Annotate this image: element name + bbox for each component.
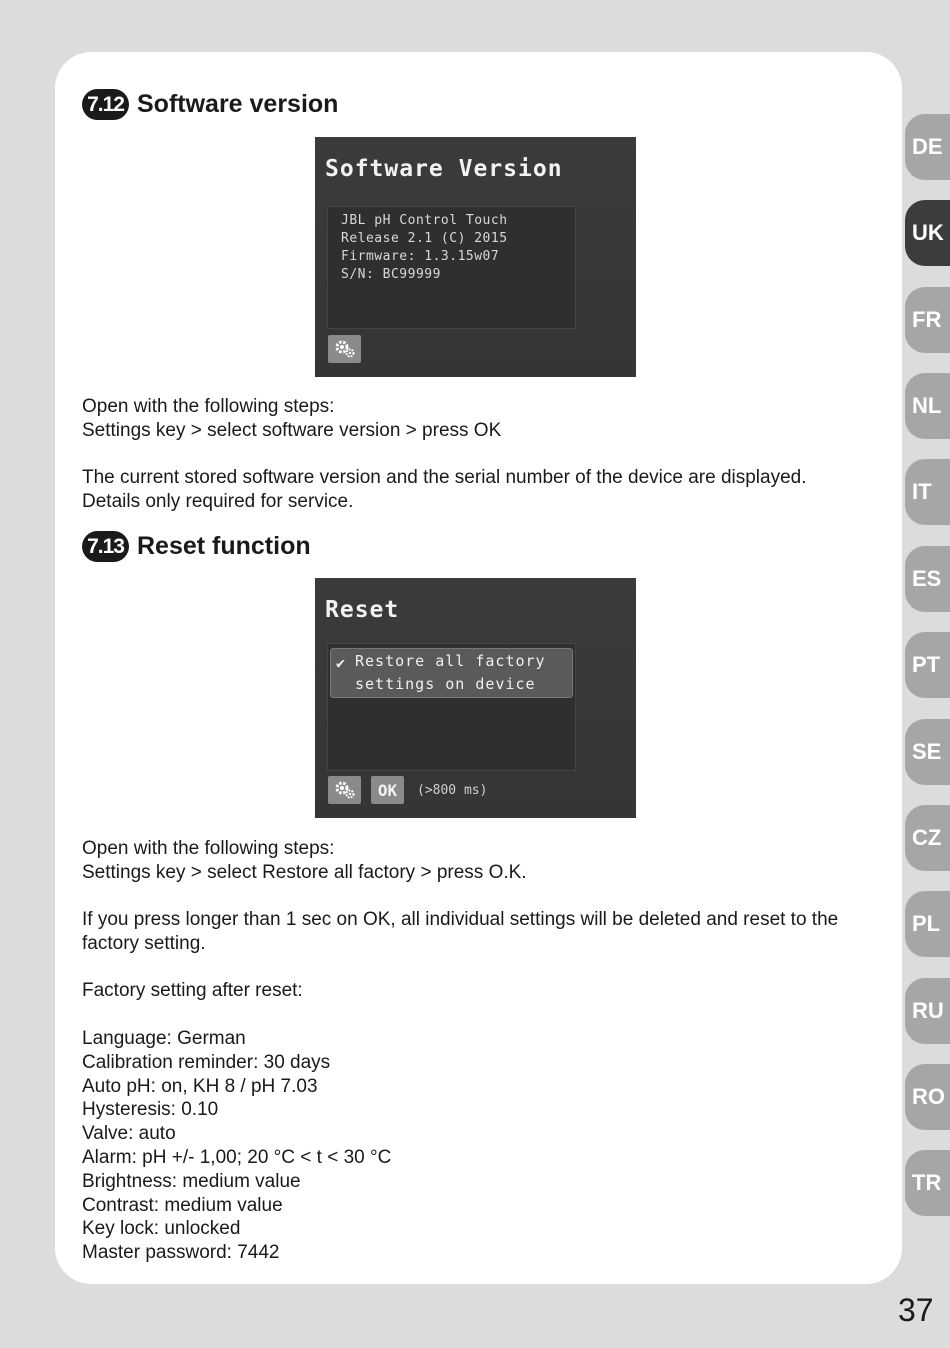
- section-heading-software-version: [82, 89, 338, 120]
- factory-setting-item: Master password: 7442: [82, 1242, 280, 1263]
- info-line-serial: S/N: BC99999: [341, 267, 441, 282]
- check-icon: ✔: [336, 654, 346, 672]
- lang-tab-cz[interactable]: CZ: [905, 805, 950, 871]
- steps-path: Settings key > select software version > press OK: [82, 420, 502, 441]
- screen-title: Reset: [325, 597, 400, 623]
- description-line-1: The current stored software version and the serial number of the device are displayed.: [82, 467, 807, 488]
- gear-icon: [334, 780, 356, 800]
- section-heading-reset-function: [82, 531, 311, 562]
- factory-setting-item: Brightness: medium value: [82, 1171, 301, 1192]
- section-number-badge: 7.13: [82, 531, 129, 562]
- factory-setting-item: Language: German: [82, 1028, 246, 1049]
- settings-gear-button[interactable]: [328, 776, 361, 804]
- page-number: 37: [898, 1292, 934, 1328]
- factory-setting-item: Alarm: pH +/- 1,00; 20 °C < t < 30 °C: [82, 1147, 392, 1168]
- reset-screen: [315, 578, 636, 818]
- lang-tab-se[interactable]: SE: [905, 719, 950, 785]
- lang-tab-fr[interactable]: FR: [905, 287, 950, 353]
- section-title: Reset function: [137, 532, 311, 560]
- warning-line-1: If you press longer than 1 sec on OK, all individual settings will be deleted and reset to the: [82, 909, 839, 930]
- lang-tab-es[interactable]: ES: [905, 546, 950, 612]
- info-line-product: JBL pH Control Touch: [341, 213, 508, 228]
- factory-setting-item: Valve: auto: [82, 1123, 176, 1144]
- info-line-firmware: Firmware: 1.3.15w07: [341, 249, 500, 264]
- factory-settings-intro: Factory setting after reset:: [82, 980, 303, 1001]
- lang-tab-it[interactable]: IT: [905, 459, 950, 525]
- factory-setting-item: Auto pH: on, KH 8 / pH 7.03: [82, 1076, 318, 1097]
- lang-tab-pt[interactable]: PT: [905, 632, 950, 698]
- software-version-screen: [315, 137, 636, 377]
- screen-title: Software Version: [325, 156, 563, 182]
- description-line-2: Details only required for service.: [82, 491, 354, 512]
- info-line-release: Release 2.1 (C) 2015: [341, 231, 508, 246]
- lang-tab-ro[interactable]: RO: [905, 1064, 950, 1130]
- steps-intro: Open with the following steps:: [82, 396, 335, 417]
- lang-tab-de[interactable]: DE: [905, 114, 950, 180]
- option-line-2: settings on device: [355, 675, 536, 693]
- factory-setting-item: Calibration reminder: 30 days: [82, 1052, 331, 1073]
- gear-icon: [334, 339, 356, 359]
- lang-tab-uk[interactable]: UK: [905, 200, 950, 266]
- steps-path: Settings key > select Restore all factory > press O.K.: [82, 862, 527, 883]
- option-line-1: Restore all factory: [355, 652, 546, 670]
- section-number-badge: 7.12: [82, 89, 129, 120]
- lang-tab-ru[interactable]: RU: [905, 978, 950, 1044]
- lang-tab-nl[interactable]: NL: [905, 373, 950, 439]
- press-duration-label: (>800 ms): [417, 783, 488, 798]
- lang-tab-tr[interactable]: TR: [905, 1150, 950, 1216]
- warning-line-2: factory setting.: [82, 933, 206, 954]
- restore-factory-option[interactable]: [330, 648, 573, 698]
- settings-gear-button[interactable]: [328, 335, 361, 363]
- factory-setting-item: Contrast: medium value: [82, 1195, 283, 1216]
- factory-setting-item: Hysteresis: 0.10: [82, 1099, 219, 1120]
- ok-button[interactable]: OK: [371, 776, 404, 804]
- factory-setting-item: Key lock: unlocked: [82, 1218, 241, 1239]
- lang-tab-pl[interactable]: PL: [905, 891, 950, 957]
- steps-intro: Open with the following steps:: [82, 838, 335, 859]
- section-title: Software version: [137, 90, 339, 118]
